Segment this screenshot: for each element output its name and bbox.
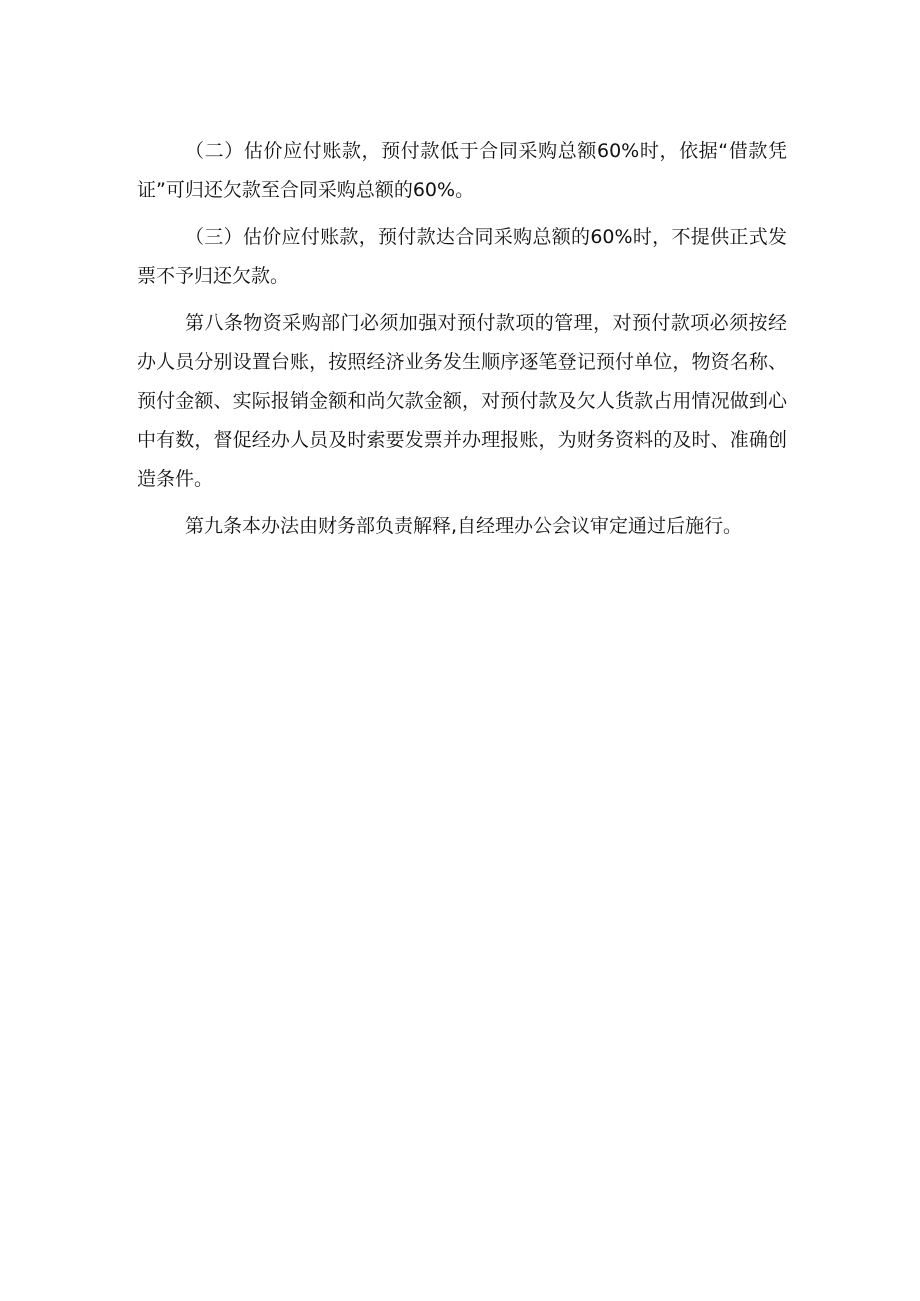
document-body xyxy=(137,132,787,554)
article-8-paragraph: 第八条物资采购部门必须加强对预付款项的管理，对预付款项必须按经办人员分别设置台账，按照经济业务发生顺序逐笔登记预付单位，物资名称、预付金额、实际报销金额和尚欠款金额，对预付款及欠人货款占用情况做到心中有数，督促经办人员及时索要发票并办理报账，为财务资料的及时、准确创造条件。 xyxy=(137,312,787,490)
article-9-paragraph: 第九条本办法由财务部负责解释,自经理办公会议审定通过后施行。 xyxy=(185,515,743,537)
paragraph-item-2: （二）估价应付账款，预付款低于合同采购总额60%时，依据“借款凭证”可归还欠款至合同采购总额的60%。 xyxy=(137,140,787,201)
paragraph-item-3: （三）估价应付账款，预付款达合同采购总额的60%时，不提供正式发票不予归还欠款。 xyxy=(137,226,787,287)
